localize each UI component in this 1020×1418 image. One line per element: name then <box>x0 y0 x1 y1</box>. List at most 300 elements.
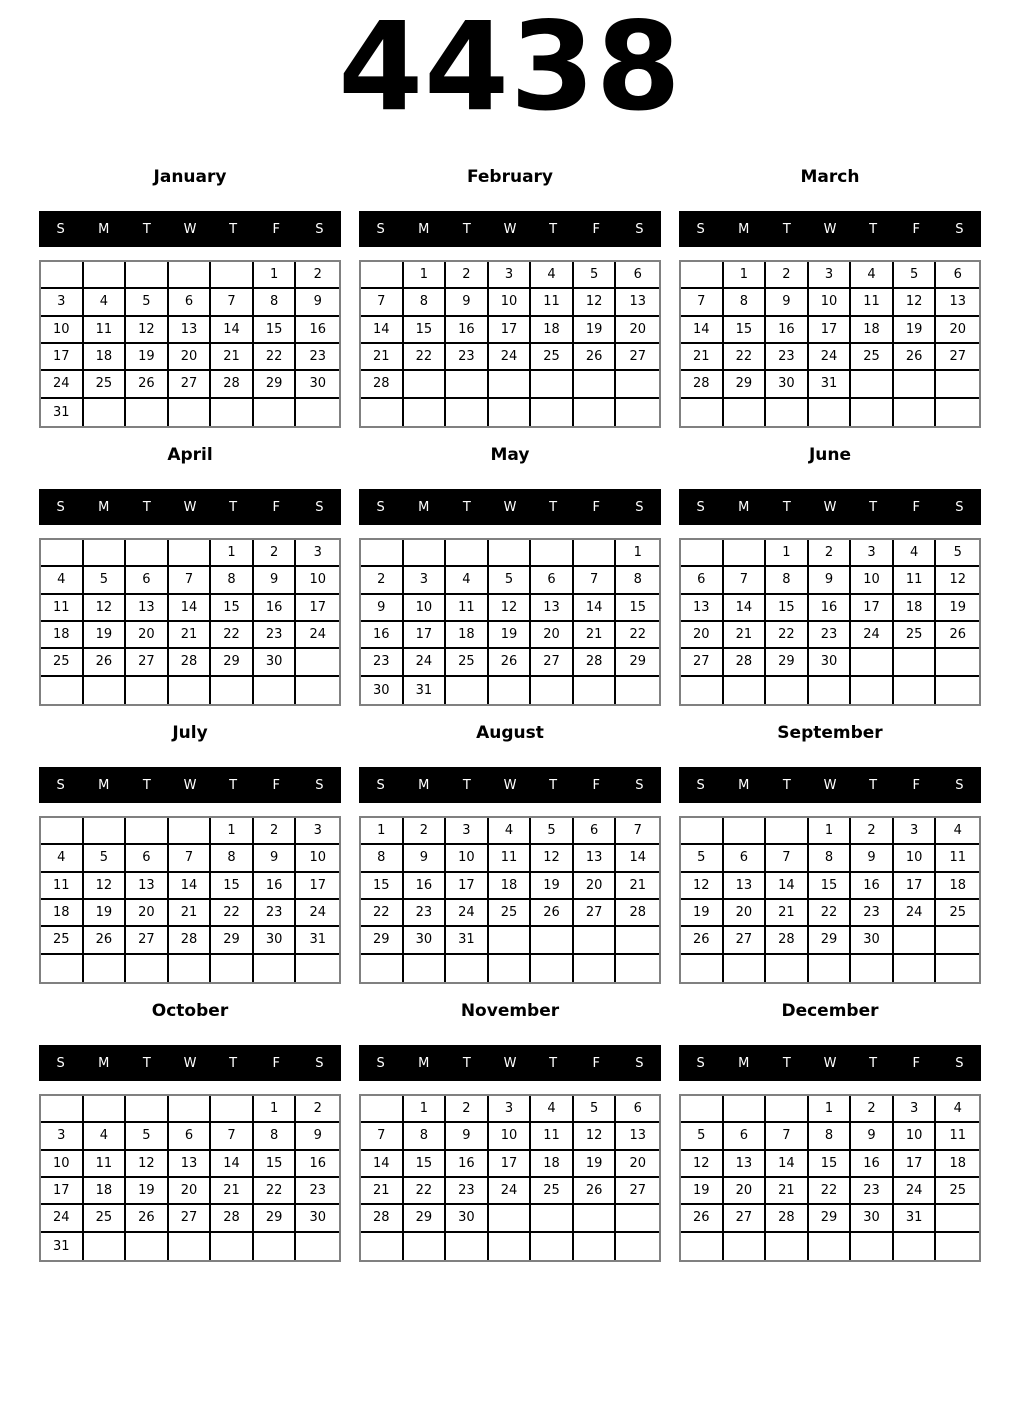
day-cell: 13 <box>574 845 617 872</box>
weekday-label: S <box>635 221 644 237</box>
day-cell: 21 <box>724 622 767 649</box>
day-cell: 7 <box>681 289 724 316</box>
day-cell: 20 <box>616 1151 659 1178</box>
day-cell: 26 <box>681 927 724 954</box>
day-cell-empty <box>894 1233 937 1260</box>
day-cell: 12 <box>531 845 574 872</box>
day-cell-empty <box>936 955 979 982</box>
day-cell: 25 <box>84 371 127 398</box>
day-cell: 27 <box>169 1205 212 1232</box>
day-cell: 9 <box>809 567 852 594</box>
day-cell: 17 <box>894 1151 937 1178</box>
day-cell-empty <box>126 1096 169 1123</box>
month-block <box>359 1001 661 1262</box>
day-cell: 5 <box>681 845 724 872</box>
day-cell-empty <box>766 1096 809 1123</box>
weekday-label: M <box>738 221 750 237</box>
day-cell: 7 <box>361 1123 404 1150</box>
weekday-label: M <box>738 499 750 515</box>
weekday-label: F <box>912 221 921 237</box>
day-cell: 12 <box>894 289 937 316</box>
day-cell: 8 <box>254 289 297 316</box>
day-cell: 19 <box>681 900 724 927</box>
day-cell: 23 <box>766 344 809 371</box>
weekday-label: W <box>183 221 197 237</box>
day-cell: 7 <box>616 818 659 845</box>
year-title: 4438 <box>338 0 682 138</box>
day-cell: 23 <box>361 649 404 676</box>
day-cell: 20 <box>126 900 169 927</box>
day-cell: 29 <box>361 927 404 954</box>
day-cell-empty <box>766 399 809 426</box>
day-cell: 28 <box>169 927 212 954</box>
day-cell-empty <box>296 677 339 704</box>
day-cell-empty <box>169 399 212 426</box>
day-cell: 19 <box>894 317 937 344</box>
day-cell: 9 <box>361 595 404 622</box>
calendar-grid <box>0 167 1020 1262</box>
day-cell: 10 <box>446 845 489 872</box>
day-cell: 15 <box>809 1151 852 1178</box>
day-cell: 1 <box>616 540 659 567</box>
day-cell-empty <box>574 540 617 567</box>
day-cell: 23 <box>851 900 894 927</box>
day-cell: 31 <box>809 371 852 398</box>
day-cell: 22 <box>361 900 404 927</box>
day-cell: 2 <box>446 262 489 289</box>
weekday-label: M <box>418 1055 430 1071</box>
month-days-grid <box>39 816 341 984</box>
day-cell-empty <box>211 677 254 704</box>
day-cell: 21 <box>211 344 254 371</box>
day-cell: 30 <box>809 649 852 676</box>
day-cell: 16 <box>851 873 894 900</box>
month-block <box>679 1001 981 1262</box>
day-cell-empty <box>681 955 724 982</box>
day-cell-empty <box>489 371 532 398</box>
day-cell: 1 <box>724 262 767 289</box>
day-cell: 13 <box>616 289 659 316</box>
day-cell-empty <box>361 262 404 289</box>
day-cell: 2 <box>361 567 404 594</box>
day-cell-empty <box>211 1096 254 1123</box>
day-cell-empty <box>894 677 937 704</box>
day-cell-empty <box>41 1096 84 1123</box>
day-cell-empty <box>361 540 404 567</box>
day-cell-empty <box>41 955 84 982</box>
month-days-grid <box>679 1094 981 1262</box>
day-cell-empty <box>169 1096 212 1123</box>
day-cell: 8 <box>254 1123 297 1150</box>
day-cell: 4 <box>489 818 532 845</box>
day-cell: 9 <box>766 289 809 316</box>
day-cell: 30 <box>851 927 894 954</box>
day-cell: 3 <box>404 567 447 594</box>
day-cell: 17 <box>404 622 447 649</box>
day-cell-empty <box>211 399 254 426</box>
weekday-label: T <box>549 777 558 793</box>
day-cell: 8 <box>616 567 659 594</box>
day-cell-empty <box>574 927 617 954</box>
day-cell: 22 <box>254 1178 297 1205</box>
weekday-header-row <box>679 211 981 247</box>
day-cell: 25 <box>531 1178 574 1205</box>
day-cell: 12 <box>84 873 127 900</box>
day-cell-empty <box>296 955 339 982</box>
day-cell: 22 <box>211 900 254 927</box>
day-cell: 17 <box>296 595 339 622</box>
weekday-label: S <box>955 1055 964 1071</box>
day-cell: 27 <box>126 649 169 676</box>
day-cell: 16 <box>254 873 297 900</box>
weekday-header-row <box>679 767 981 803</box>
day-cell: 1 <box>254 1096 297 1123</box>
weekday-label: W <box>183 1055 197 1071</box>
weekday-label: T <box>782 499 791 515</box>
day-cell-empty <box>809 677 852 704</box>
day-cell: 12 <box>936 567 979 594</box>
day-cell-empty <box>296 649 339 676</box>
day-cell-empty <box>809 399 852 426</box>
day-cell: 28 <box>361 1205 404 1232</box>
day-cell: 30 <box>296 371 339 398</box>
day-cell: 17 <box>809 317 852 344</box>
weekday-label: T <box>462 499 471 515</box>
day-cell-empty <box>531 927 574 954</box>
day-cell: 14 <box>169 873 212 900</box>
day-cell-empty <box>489 540 532 567</box>
day-cell: 26 <box>489 649 532 676</box>
weekday-label: F <box>912 777 921 793</box>
day-cell: 15 <box>404 1151 447 1178</box>
day-cell-empty <box>446 677 489 704</box>
day-cell: 10 <box>894 1123 937 1150</box>
day-cell: 26 <box>574 344 617 371</box>
weekday-label: W <box>503 221 517 237</box>
day-cell: 13 <box>169 1151 212 1178</box>
day-cell: 7 <box>169 567 212 594</box>
weekday-label: S <box>56 499 65 515</box>
day-cell-empty <box>894 371 937 398</box>
weekday-label: M <box>418 221 430 237</box>
day-cell: 29 <box>724 371 767 398</box>
month-days-grid <box>679 538 981 706</box>
weekday-label: M <box>98 221 110 237</box>
day-cell: 29 <box>404 1205 447 1232</box>
weekday-label: T <box>462 1055 471 1071</box>
day-cell-empty <box>169 677 212 704</box>
weekday-label: F <box>592 499 601 515</box>
day-cell: 28 <box>361 371 404 398</box>
day-cell: 30 <box>296 1205 339 1232</box>
day-cell: 16 <box>446 1151 489 1178</box>
month-title: October <box>151 1001 229 1021</box>
day-cell-empty <box>894 399 937 426</box>
day-cell-empty <box>531 371 574 398</box>
day-cell: 11 <box>41 873 84 900</box>
day-cell: 8 <box>809 845 852 872</box>
weekday-label: S <box>376 777 385 793</box>
day-cell-empty <box>531 1205 574 1232</box>
day-cell: 9 <box>446 289 489 316</box>
weekday-label: W <box>183 499 197 515</box>
day-cell: 24 <box>446 900 489 927</box>
day-cell-empty <box>724 1233 767 1260</box>
day-cell-empty <box>254 399 297 426</box>
day-cell: 20 <box>169 1178 212 1205</box>
month-title: May <box>490 445 530 465</box>
day-cell: 27 <box>126 927 169 954</box>
month-days-grid <box>39 538 341 706</box>
day-cell: 22 <box>254 344 297 371</box>
day-cell-empty <box>404 1233 447 1260</box>
day-cell: 28 <box>211 1205 254 1232</box>
weekday-label: T <box>142 221 151 237</box>
weekday-label: F <box>272 1055 281 1071</box>
day-cell: 14 <box>574 595 617 622</box>
weekday-label: S <box>376 221 385 237</box>
day-cell: 15 <box>254 1151 297 1178</box>
day-cell: 12 <box>574 289 617 316</box>
weekday-label: M <box>738 1055 750 1071</box>
weekday-label: S <box>696 1055 705 1071</box>
day-cell: 16 <box>809 595 852 622</box>
day-cell: 7 <box>766 845 809 872</box>
month-days-grid <box>359 816 661 984</box>
weekday-label: S <box>56 221 65 237</box>
day-cell: 17 <box>41 1178 84 1205</box>
day-cell: 28 <box>211 371 254 398</box>
day-cell: 22 <box>404 344 447 371</box>
weekday-label: M <box>738 777 750 793</box>
month-block <box>39 723 341 984</box>
day-cell-empty <box>489 1205 532 1232</box>
day-cell-empty <box>681 262 724 289</box>
weekday-header-row <box>359 767 661 803</box>
weekday-label: F <box>592 221 601 237</box>
day-cell-empty <box>169 955 212 982</box>
day-cell: 17 <box>894 873 937 900</box>
day-cell: 2 <box>296 1096 339 1123</box>
day-cell-empty <box>616 1233 659 1260</box>
month-days-grid <box>39 260 341 428</box>
month-block <box>359 445 661 706</box>
day-cell: 28 <box>681 371 724 398</box>
day-cell: 20 <box>616 317 659 344</box>
day-cell: 1 <box>766 540 809 567</box>
month-title: July <box>172 723 208 743</box>
month-block <box>679 723 981 984</box>
day-cell-empty <box>936 1233 979 1260</box>
day-cell: 18 <box>84 344 127 371</box>
day-cell: 19 <box>936 595 979 622</box>
day-cell: 11 <box>851 289 894 316</box>
day-cell: 6 <box>724 845 767 872</box>
day-cell-empty <box>126 818 169 845</box>
weekday-label: M <box>98 499 110 515</box>
day-cell: 24 <box>41 1205 84 1232</box>
weekday-label: T <box>229 221 238 237</box>
day-cell-empty <box>766 677 809 704</box>
day-cell: 21 <box>169 900 212 927</box>
weekday-label: T <box>462 221 471 237</box>
day-cell: 3 <box>809 262 852 289</box>
day-cell: 8 <box>404 289 447 316</box>
day-cell-empty <box>126 262 169 289</box>
month-title: June <box>808 445 852 465</box>
month-block <box>39 445 341 706</box>
day-cell: 15 <box>361 873 404 900</box>
day-cell-empty <box>724 540 767 567</box>
weekday-label: S <box>315 1055 324 1071</box>
day-cell: 11 <box>84 1151 127 1178</box>
day-cell: 17 <box>489 1151 532 1178</box>
day-cell: 2 <box>851 818 894 845</box>
day-cell: 17 <box>296 873 339 900</box>
day-cell: 26 <box>126 371 169 398</box>
day-cell: 21 <box>361 1178 404 1205</box>
day-cell: 3 <box>851 540 894 567</box>
day-cell: 21 <box>766 1178 809 1205</box>
day-cell-empty <box>126 955 169 982</box>
day-cell-empty <box>851 649 894 676</box>
day-cell-empty <box>616 399 659 426</box>
day-cell: 13 <box>724 1151 767 1178</box>
day-cell-empty <box>724 955 767 982</box>
day-cell: 10 <box>489 289 532 316</box>
day-cell: 6 <box>574 818 617 845</box>
day-cell: 23 <box>296 344 339 371</box>
weekday-label: T <box>782 1055 791 1071</box>
day-cell: 7 <box>766 1123 809 1150</box>
day-cell-empty <box>41 262 84 289</box>
day-cell: 29 <box>809 927 852 954</box>
day-cell: 4 <box>851 262 894 289</box>
day-cell: 18 <box>851 317 894 344</box>
day-cell: 14 <box>766 873 809 900</box>
day-cell: 24 <box>809 344 852 371</box>
day-cell-empty <box>84 262 127 289</box>
day-cell: 13 <box>681 595 724 622</box>
day-cell: 12 <box>489 595 532 622</box>
day-cell: 22 <box>404 1178 447 1205</box>
day-cell: 31 <box>41 1233 84 1260</box>
day-cell: 9 <box>404 845 447 872</box>
day-cell: 6 <box>681 567 724 594</box>
day-cell: 30 <box>766 371 809 398</box>
day-cell-empty <box>616 955 659 982</box>
weekday-label: M <box>98 1055 110 1071</box>
day-cell: 5 <box>574 262 617 289</box>
weekday-label: S <box>696 777 705 793</box>
month-days-grid <box>679 816 981 984</box>
day-cell: 11 <box>894 567 937 594</box>
day-cell: 4 <box>41 845 84 872</box>
day-cell: 2 <box>296 262 339 289</box>
day-cell: 15 <box>404 317 447 344</box>
day-cell: 1 <box>254 262 297 289</box>
day-cell: 11 <box>489 845 532 872</box>
day-cell: 11 <box>531 1123 574 1150</box>
weekday-label: W <box>823 777 837 793</box>
day-cell: 26 <box>126 1205 169 1232</box>
day-cell: 7 <box>211 1123 254 1150</box>
day-cell: 24 <box>404 649 447 676</box>
day-cell: 4 <box>84 289 127 316</box>
month-block <box>679 445 981 706</box>
day-cell-empty <box>489 677 532 704</box>
day-cell: 10 <box>894 845 937 872</box>
weekday-label: F <box>592 1055 601 1071</box>
day-cell: 18 <box>936 1151 979 1178</box>
day-cell: 4 <box>446 567 489 594</box>
day-cell: 24 <box>894 900 937 927</box>
day-cell: 11 <box>84 317 127 344</box>
day-cell: 25 <box>894 622 937 649</box>
day-cell-empty <box>531 1233 574 1260</box>
day-cell-empty <box>851 677 894 704</box>
day-cell-empty <box>404 540 447 567</box>
day-cell: 8 <box>766 567 809 594</box>
weekday-header-row <box>359 1045 661 1081</box>
day-cell-empty <box>681 540 724 567</box>
day-cell: 5 <box>894 262 937 289</box>
day-cell: 10 <box>809 289 852 316</box>
day-cell-empty <box>446 1233 489 1260</box>
day-cell-empty <box>126 540 169 567</box>
day-cell: 12 <box>126 317 169 344</box>
day-cell: 24 <box>489 1178 532 1205</box>
day-cell: 2 <box>809 540 852 567</box>
day-cell: 28 <box>766 927 809 954</box>
day-cell: 15 <box>211 873 254 900</box>
day-cell: 7 <box>724 567 767 594</box>
day-cell-empty <box>446 399 489 426</box>
day-cell: 3 <box>296 540 339 567</box>
day-cell: 23 <box>254 900 297 927</box>
day-cell: 5 <box>936 540 979 567</box>
day-cell: 19 <box>531 873 574 900</box>
day-cell: 25 <box>851 344 894 371</box>
day-cell-empty <box>531 677 574 704</box>
day-cell: 6 <box>169 289 212 316</box>
day-cell: 7 <box>361 289 404 316</box>
day-cell: 30 <box>446 1205 489 1232</box>
weekday-label: W <box>823 499 837 515</box>
day-cell: 19 <box>574 1151 617 1178</box>
day-cell: 20 <box>724 1178 767 1205</box>
month-block <box>39 167 341 428</box>
day-cell: 19 <box>126 344 169 371</box>
day-cell: 24 <box>489 344 532 371</box>
day-cell: 9 <box>851 845 894 872</box>
month-block <box>359 167 661 428</box>
month-title: November <box>460 1001 560 1021</box>
day-cell-empty <box>361 1096 404 1123</box>
day-cell: 21 <box>211 1178 254 1205</box>
day-cell-empty <box>361 955 404 982</box>
day-cell: 19 <box>681 1178 724 1205</box>
day-cell: 20 <box>531 622 574 649</box>
day-cell-empty <box>616 371 659 398</box>
day-cell: 23 <box>851 1178 894 1205</box>
day-cell: 5 <box>126 1123 169 1150</box>
day-cell: 27 <box>936 344 979 371</box>
weekday-label: T <box>142 499 151 515</box>
day-cell: 15 <box>766 595 809 622</box>
day-cell: 31 <box>894 1205 937 1232</box>
weekday-label: F <box>592 777 601 793</box>
